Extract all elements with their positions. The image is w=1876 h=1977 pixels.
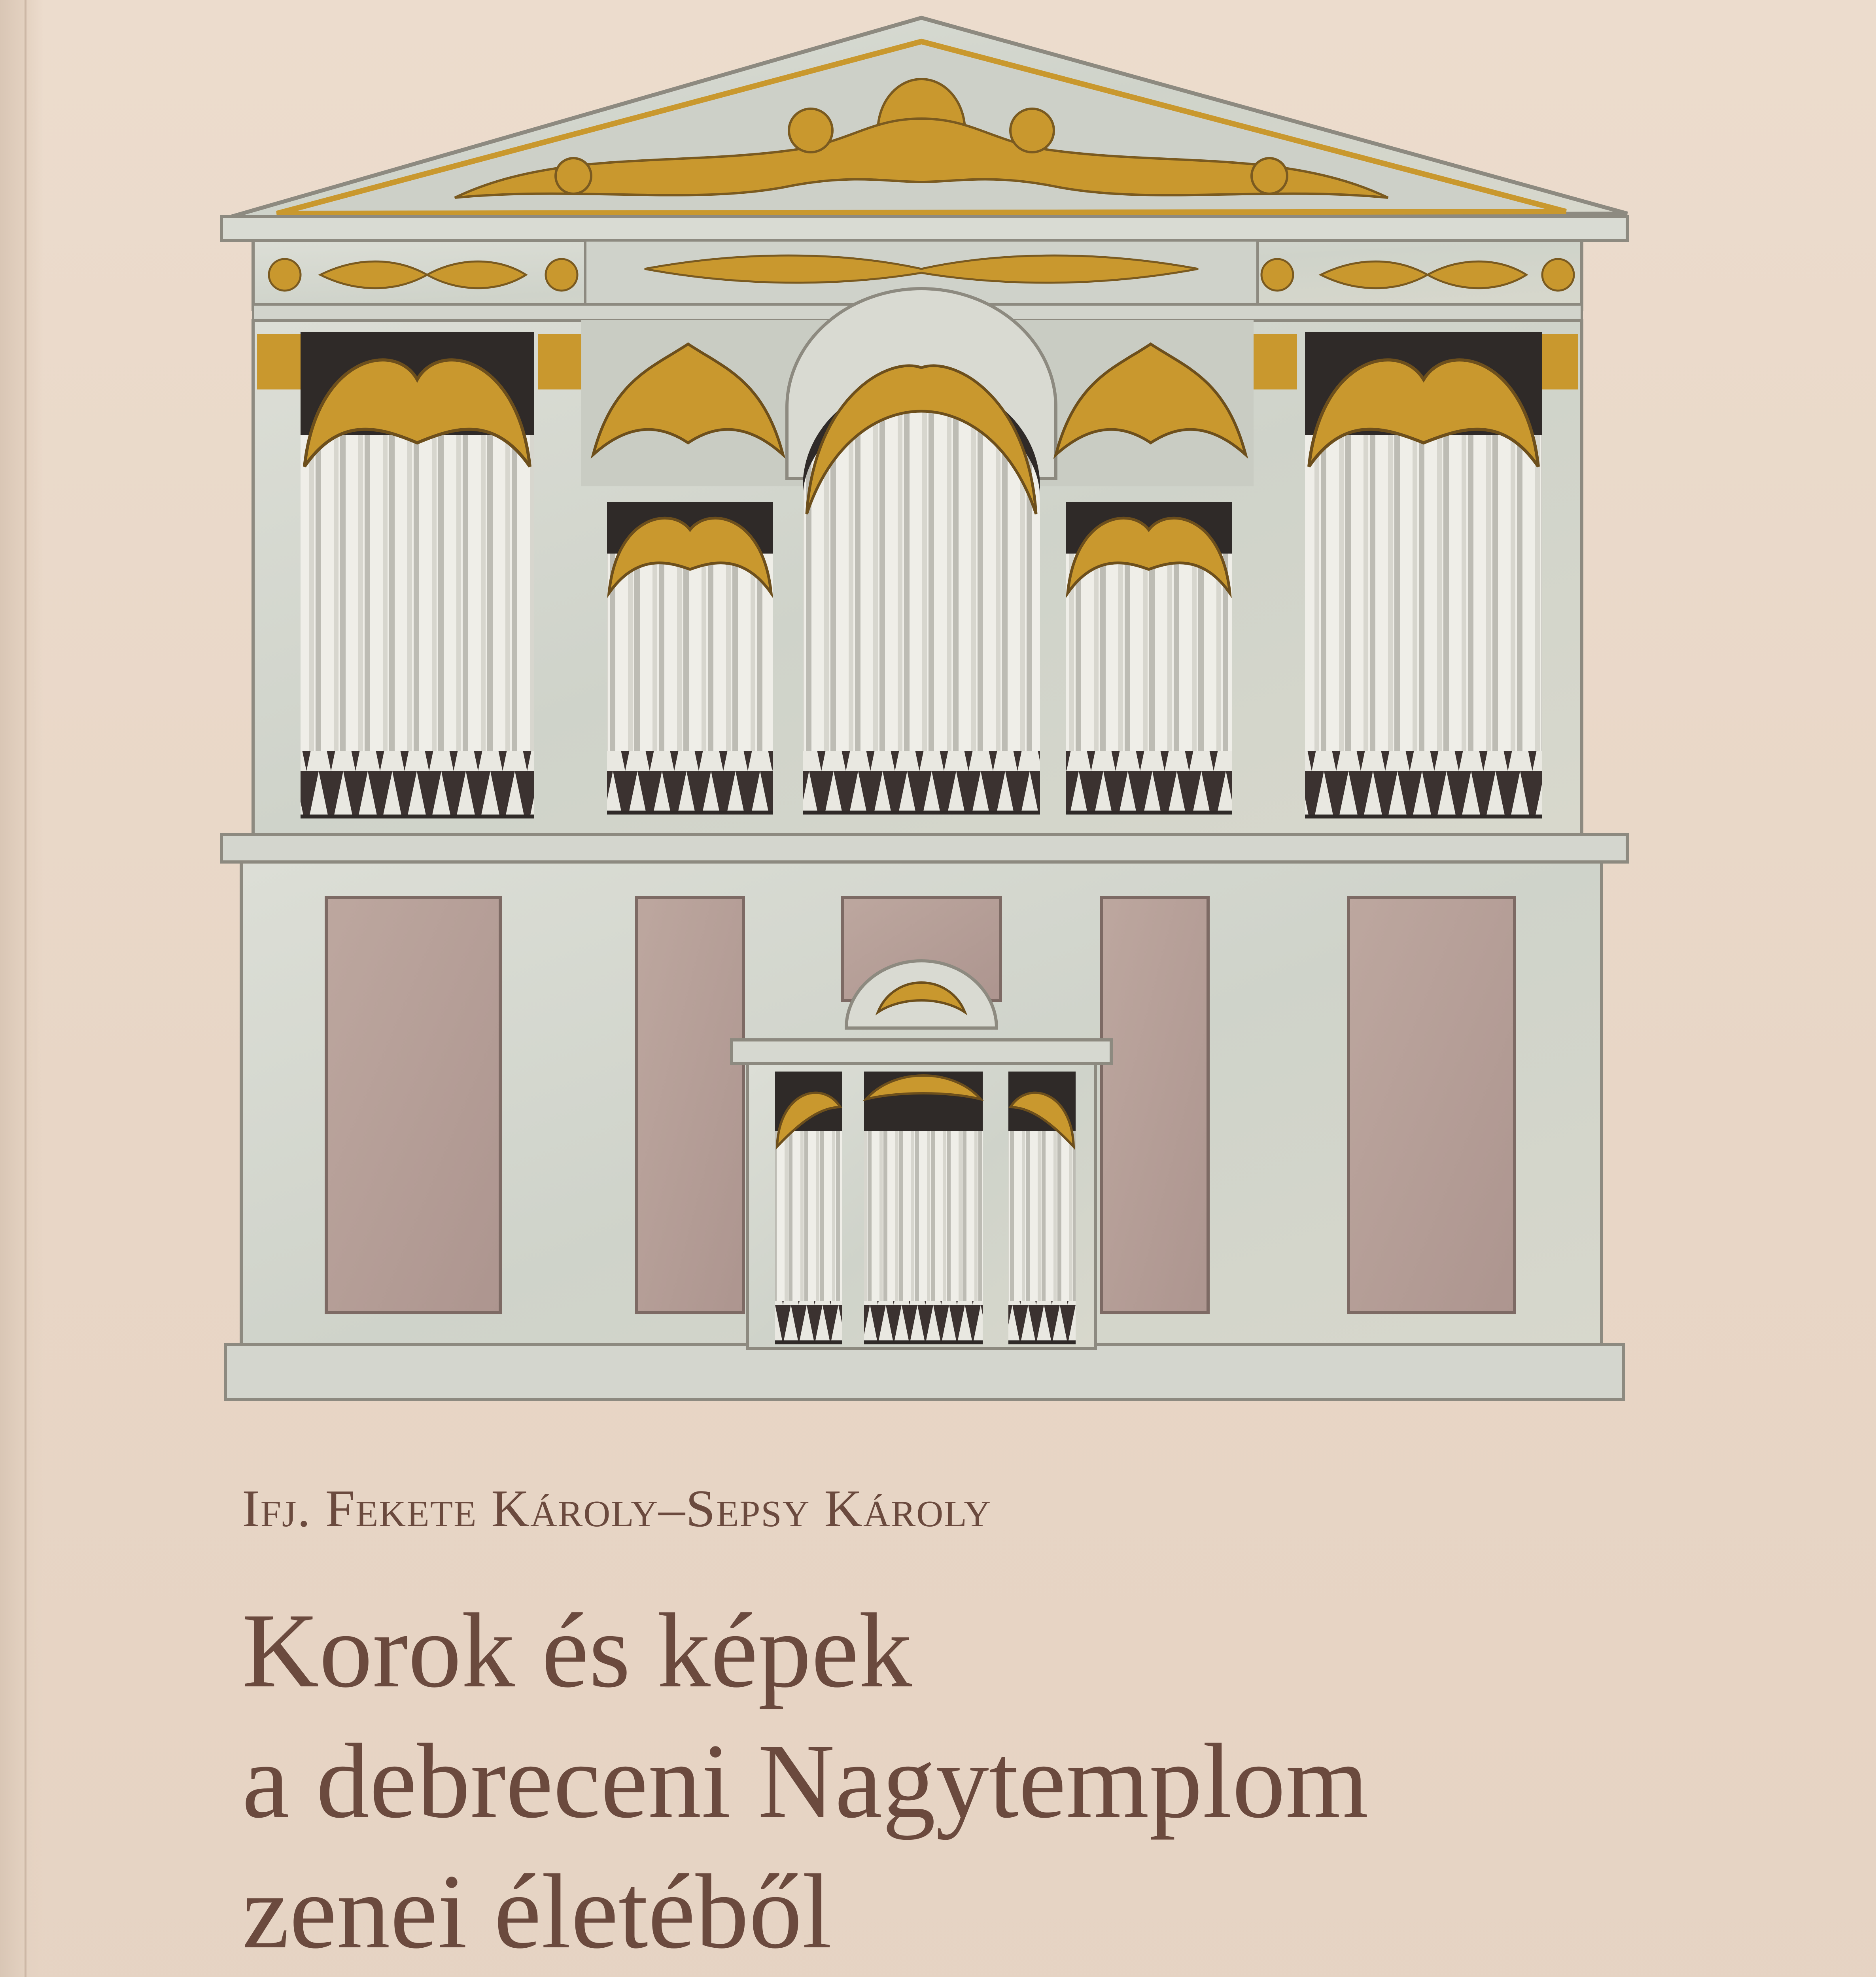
title-line-3: zenei életéből (242, 1852, 832, 1971)
pipe-flat-right (1066, 502, 1232, 815)
book-authors: Ifj. Fekete Károly–Sepsy Károly (242, 1479, 992, 1538)
pipe-tower-left (301, 332, 534, 818)
pipe-flat-left (607, 502, 773, 815)
title-line-2: a debreceni Nagytemplom (242, 1722, 1369, 1840)
title-line-1: Korok és képek (242, 1591, 912, 1710)
book-title (242, 1586, 1784, 1977)
pipe-tower-right (1305, 332, 1542, 818)
impost-cornice (221, 834, 1627, 862)
pipe-tower-center (803, 366, 1040, 815)
